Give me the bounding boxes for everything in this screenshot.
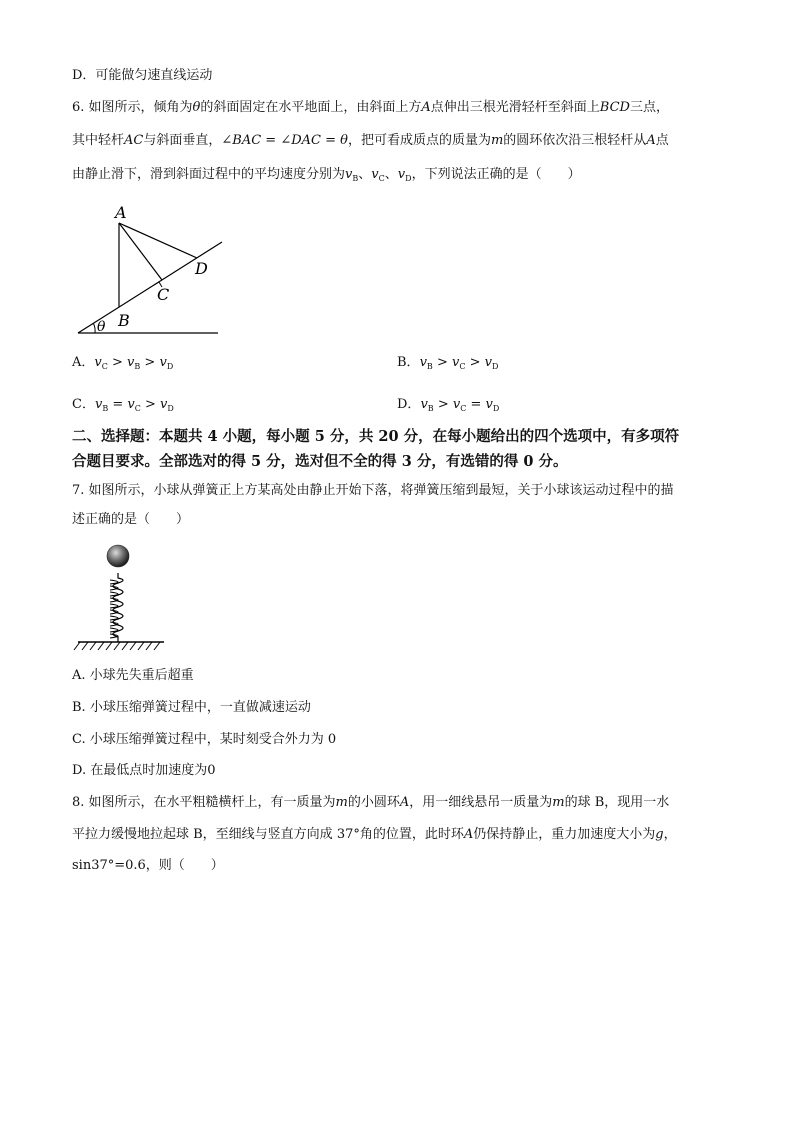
text: 的小圆环 (347, 795, 400, 810)
ring-a: A (463, 827, 474, 842)
theta-arc (94, 324, 96, 334)
op: = (466, 397, 486, 412)
text: 与斜面垂直， (143, 133, 222, 148)
q8-stem-line-1 (72, 793, 669, 813)
q6-option-c[interactable] (72, 395, 174, 419)
label-b: B (118, 311, 130, 330)
point-a: A (646, 133, 656, 148)
point-a: A (421, 100, 431, 115)
text: 8. 如图所示，在水平粗糙横杆上，有一质量为 (72, 795, 336, 810)
op: > (433, 397, 453, 412)
sub: D (167, 404, 174, 413)
v: v (160, 397, 168, 412)
label-a: A (115, 203, 127, 222)
sub: B (426, 362, 433, 371)
option-letter: D． (397, 397, 421, 412)
q6-stem-line-1 (72, 98, 669, 118)
sub: C (459, 362, 466, 371)
sub: D (492, 362, 499, 371)
op: > (107, 355, 128, 370)
q6-option-d[interactable] (397, 395, 499, 419)
v: v (159, 355, 167, 370)
option-letter: C． (72, 397, 95, 412)
rod-ac: AC (124, 133, 144, 148)
op: > (140, 397, 161, 412)
mass-m: m (490, 133, 504, 148)
text: ，下列说法正确的是（ ） (411, 167, 581, 182)
text: 6. 如图所示，倾角为 (72, 100, 193, 115)
points-bcd: BCD (599, 100, 630, 115)
q7-option-d[interactable]: D. 在最低点时加速度为0 (72, 763, 216, 778)
sep: 、 (358, 167, 372, 182)
text: 的球 B，现用一水 (564, 795, 670, 810)
text: 平拉力缓慢地拉起球 B，至细线与竖直方向成 37°角的位置，此时环 (72, 827, 464, 842)
q8-stem-line-2 (72, 825, 677, 845)
text: ，用一细线悬吊一质量为 (409, 795, 553, 810)
rod-ad (119, 223, 197, 258)
label-theta: θ (97, 319, 106, 335)
q6-incline-figure (70, 198, 230, 340)
v: v (127, 355, 135, 370)
text: ， (663, 827, 677, 842)
v: v (345, 167, 353, 182)
v: v (451, 355, 460, 370)
sub: C (101, 362, 108, 371)
sub: B (134, 362, 141, 371)
rod-ac (119, 223, 162, 280)
q6-stem-line-2 (72, 131, 669, 151)
v: v (485, 397, 493, 412)
v: v (371, 167, 379, 182)
sub: D (492, 404, 500, 413)
option-letter: A． (72, 355, 95, 370)
q5-option-d: D．可能做匀速直线运动 (72, 68, 213, 83)
v: v (94, 355, 102, 370)
sub: B (352, 174, 359, 183)
v: v (484, 355, 492, 370)
mass-m: m (552, 795, 565, 810)
ball (107, 545, 129, 567)
option-letter: B． (397, 355, 420, 370)
sub: B (102, 404, 109, 413)
section2-heading-line-1: 二、选择题：本题共 4 小题，每小题 5 分，共 20 分，在每小题给出的四个选项中，有多项符 (72, 428, 680, 445)
v: v (452, 397, 461, 412)
sub: C (378, 174, 385, 183)
theta-symbol: θ (192, 100, 201, 115)
mass-m: m (335, 795, 348, 810)
v: v (419, 355, 427, 370)
op: > (432, 355, 452, 370)
op: > (465, 355, 485, 370)
text: 的圆环依次沿三根轻杆从 (503, 133, 647, 148)
ground-hatching (74, 642, 160, 650)
v: v (420, 397, 428, 412)
label-c: C (157, 285, 170, 304)
v: v (94, 397, 103, 412)
q7-option-a[interactable]: A. 小球先失重后超重 (72, 668, 194, 683)
sub: D (405, 174, 412, 183)
label-d: D (195, 259, 208, 278)
q7-stem-line-2: 述正确的是（ ） (72, 512, 190, 527)
gravity-g: g (655, 827, 664, 842)
text: ，把可看成质点的质量为 (347, 133, 491, 148)
q6-option-b[interactable] (397, 353, 498, 377)
v: v (397, 167, 406, 182)
q7-spring-figure (70, 538, 170, 656)
text: 三点， (629, 100, 669, 115)
section2-heading-line-2: 合题目要求。全部选对的得 5 分，选对但不全的得 3 分，有选错的得 0 分。 (72, 453, 568, 470)
text: 点伸出三根光滑轻杆至斜面上 (430, 100, 600, 115)
q6-stem-line-3 (72, 165, 581, 189)
q7-option-b[interactable]: B. 小球压缩弹簧过程中，一直做减速运动 (72, 700, 311, 715)
op: = (108, 397, 128, 412)
text: 其中轻杆 (72, 133, 125, 148)
q6-option-a[interactable] (72, 353, 173, 377)
text: 点 (655, 133, 669, 148)
q7-stem-line-1: 7. 如图所示，小球从弹簧正上方某高处由静止开始下落，将弹簧压缩到最短，关于小球该运动过程中的描 (72, 483, 674, 498)
angle-equation: ∠BAC = ∠DAC = θ (221, 133, 348, 148)
text: 的斜面固定在水平地面上，由斜面上方 (200, 100, 422, 115)
q8-stem-line-3: sin37°=0.6，则（ ） (72, 858, 224, 873)
ring-a: A (399, 795, 410, 810)
op: > (140, 355, 160, 370)
text: 仍保持静止，重力加速度大小为 (473, 827, 656, 842)
sub: D (166, 362, 174, 371)
sub: B (427, 404, 434, 413)
sub: C (460, 404, 467, 413)
q7-option-c[interactable]: C. 小球压缩弹簧过程中，某时刻受合外力为 0 (72, 732, 337, 747)
v: v (127, 397, 135, 412)
text: 由静止滑下，滑到斜面过程中的平均速度分别为 (72, 167, 346, 182)
sub: C (134, 404, 141, 413)
sep: 、 (384, 167, 398, 182)
